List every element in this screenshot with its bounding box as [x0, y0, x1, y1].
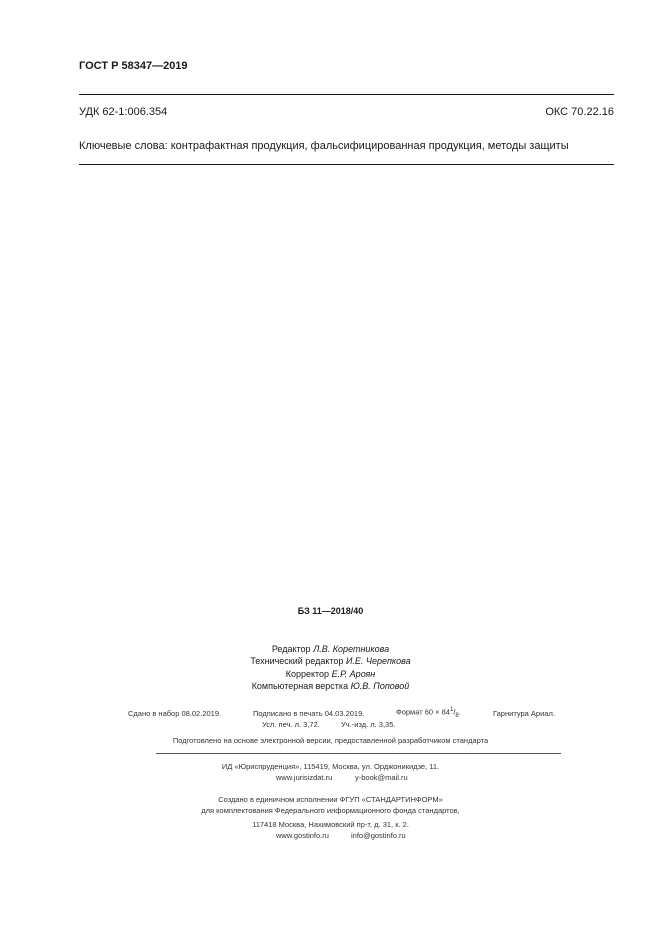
publisher-id: ИД «Юриспруденция», 115419, Москва, ул. Орджоникидзе, 11. — [221, 762, 440, 771]
bz-number: БЗ 11—2018/40 — [297, 606, 364, 616]
created-line-1: Создано в единичном исполнении ФГУП «СТАНДАРТИНФОРМ» — [218, 795, 443, 804]
sent-date: Сдано в набор 08.02.2019. — [128, 709, 222, 718]
corrector-line: Корректор Е.Р. Ароян — [285, 668, 376, 679]
layout-line: Компьютерная верстка Ю.В. Поповой — [251, 681, 410, 692]
usl-pech: Усл. печ. л. 3,72. — [262, 720, 320, 729]
prepared-note: Подготовлено на основе электронной версии, предоставленной разработчиком стандарта — [172, 736, 489, 745]
uch-izd: Уч.-изд. л. 3,35. — [341, 720, 396, 729]
gostinfo-web: www.gostinfo.ru — [276, 831, 329, 840]
top-rule — [79, 94, 614, 95]
address-line: 117418 Москва, Нахимовский пр-т, д. 31, к. 2. — [252, 820, 409, 829]
publisher-mail: y-book@mail.ru — [355, 773, 408, 782]
editor-line: Редактор Л.В. Коретникова — [271, 644, 390, 654]
credits-block — [0, 643, 661, 693]
format-info: Формат $60 \times 84^1/_8$. — [396, 707, 461, 719]
tech-editor-line: Технический редактор И.Е. Черепкова — [250, 656, 411, 667]
keywords: Ключевые слова: контрафактная продукция, фальсифицированная продукция, методы защиты — [79, 140, 569, 152]
keywords-rule — [79, 164, 614, 165]
gostinfo-mail: info@gostinfo.ru — [351, 831, 406, 840]
udk-code: УДК 62-1:006.354 — [79, 106, 168, 118]
imprint-divider — [156, 753, 561, 754]
signed-date: Подписано в печать 04.03.2019. — [253, 709, 365, 718]
font-info: Гарнитура Ариал. — [493, 709, 555, 718]
publisher-web: www.jurisizdat.ru — [276, 773, 333, 782]
document-header: ГОСТ Р 58347—2019 — [79, 60, 188, 72]
created-line-2: для комплектования Федерального информационного фонда стандартов, — [201, 806, 460, 815]
oks-code: ОКС 70.22.16 — [545, 106, 614, 118]
